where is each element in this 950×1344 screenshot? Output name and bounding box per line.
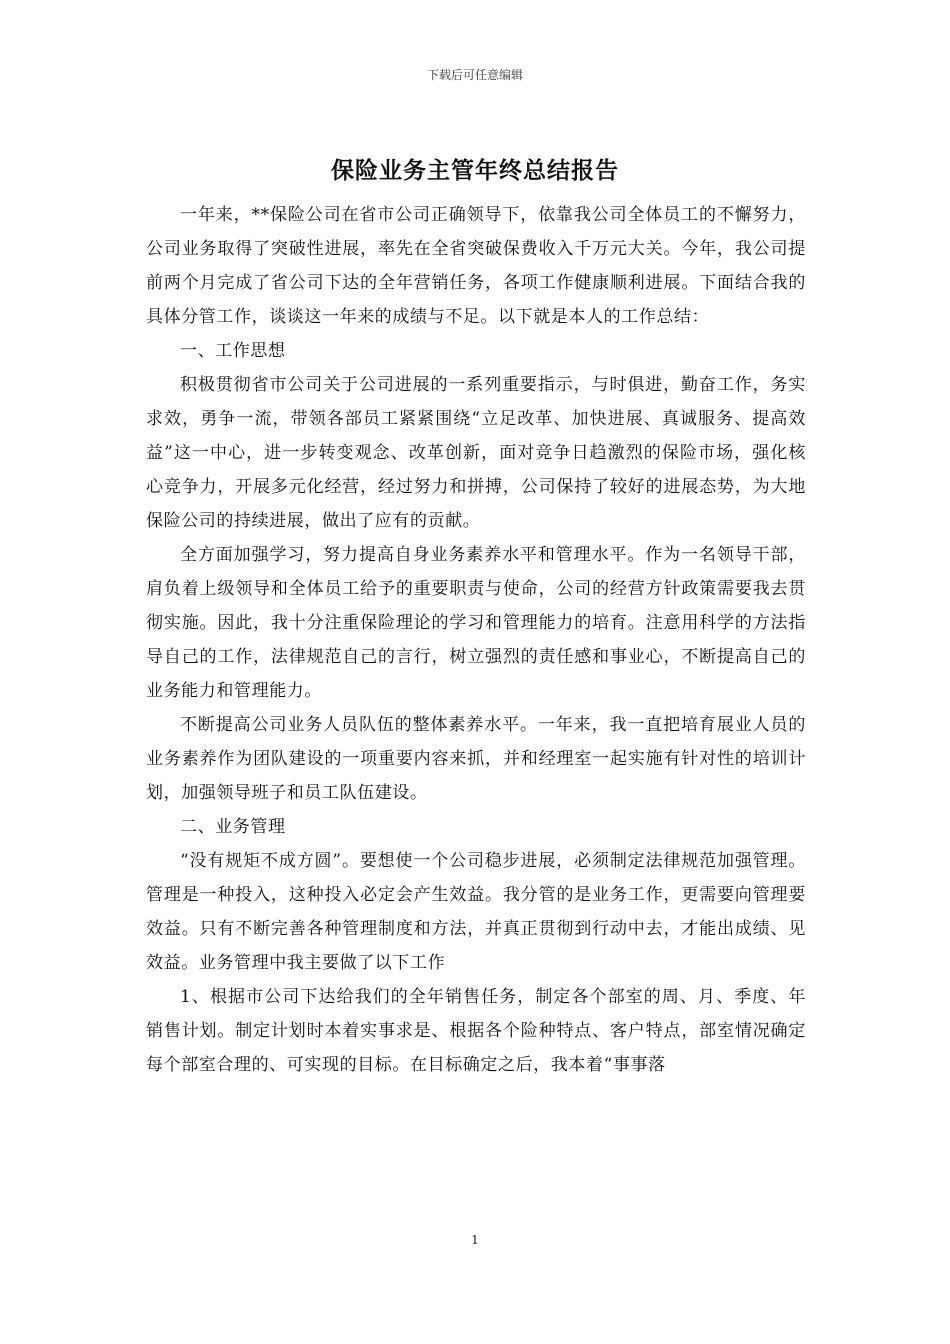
page-number: 1 [471, 1233, 479, 1247]
document-body [146, 198, 806, 1082]
paragraph-learning: 全方面加强学习，努力提高自身业务素养水平和管理水平。作为一名领导干部，肩负着上级领导和全体员工给予的重要职责与使命，公司的经营方针政策需要我去贯彻实施。因此，我十分注重保险理论的学习和管理能力的培育。注意用科学的方法指导自己的工作，法律规范自己的言行，树立强烈的责任感和事业心，不断提高自己的业务能力和管理能力。 [146, 545, 806, 701]
section-heading-work-thoughts: 一、工作思想 [180, 341, 286, 361]
document-title: 保险业务主管年终总结报告 [331, 157, 619, 184]
paragraph-work-thoughts: 积极贯彻省市公司关于公司进展的一系列重要指示，与时俱进，勤奋工作，务实求效，勇争一流，带领各部员工紧紧围绕“立足改革、加快进展、真诚服务、提高效益”这一中心，进一步转变观念、改革创新，面对竞争日趋激烈的保险市场，强化核心竞争力，开展多元化经营，经过努力和拼搏，公司保持了较好的进展态势，为大地保险公司的持续进展，做出了应有的贡献。 [146, 375, 806, 531]
paragraph-intro: 一年来，**保险公司在省市公司正确领导下，依靠我公司全体员工的不懈努力，公司业务取得了突破性进展，率先在全省突破保费收入千万元大关。今年，我公司提前两个月完成了省公司下达的全年营销任务，各项工作健康顺利进展。下面结合我的具体分管工作，谈谈这一年来的成绩与不足。以下就是本人的工作总结： [146, 205, 806, 327]
paragraph-rules: “没有规矩不成方圆”。要想使一个公司稳步进展，必须制定法律规范加强管理。管理是一种投入，这种投入必定会产生效益。我分管的是业务工作，更需要向管理要效益。只有不断完善各种管理制度和方法，并真正贯彻到行动中去，才能出成绩、见效益。业务管理中我主要做了以下工作 [146, 851, 806, 973]
page-header-note: 下载后可任意编辑 [426, 68, 523, 82]
section-heading-business-management: 二、业务管理 [180, 817, 286, 837]
paragraph-sales-plan: 1、根据市公司下达给我们的全年销售任务，制定各个部室的周、月、季度、年销售计划。制定计划时本着实事求是、根据各个险种特点、客户特点，部室情况确定每个部室合理的、可实现的目标。在目标确定之后，我本着“事事落 [146, 987, 806, 1075]
paragraph-team-quality: 不断提高公司业务人员队伍的整体素养水平。一年来，我一直把培育展业人员的业务素养作为团队建设的一项重要内容来抓，并和经理室一起实施有针对性的培训计划，加强领导班子和员工队伍建设。 [146, 715, 806, 803]
